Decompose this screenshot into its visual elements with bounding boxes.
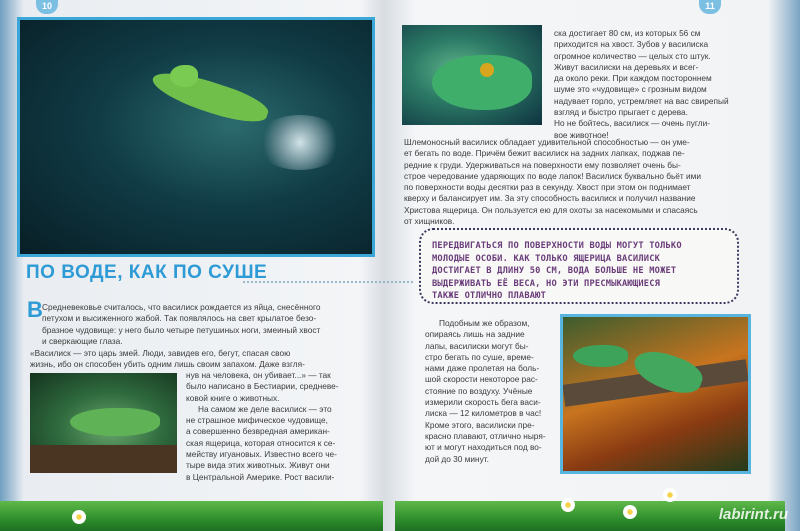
left-grass-border xyxy=(0,501,383,531)
text-line: в Центральной Америке. Рост васили- xyxy=(186,471,335,482)
text-line: шуме это «чудовище» с грозным видом xyxy=(554,84,707,95)
text-line: МОЛОДЫЕ ОСОБИ. КАК ТОЛЬКО ЯЩЕРИЦА ВАСИЛИСК xyxy=(432,253,661,264)
text-line: мейству игуановых. Известно всего че- xyxy=(186,449,337,460)
text-line: «Василиск — это царь змей. Люди, завидев его, бегут, спасая свою xyxy=(30,348,291,358)
two-basilisks-photo xyxy=(560,314,751,474)
text-line: взгляд и быстро прыгает с дерева. xyxy=(554,107,688,118)
text-line: измерили скорость бега васи- xyxy=(425,397,541,408)
text-line: вое животное! xyxy=(554,129,609,140)
basilisk-running-on-water-photo xyxy=(17,17,375,257)
text-line: стро бегать по суше, време- xyxy=(425,351,534,362)
right-middle-text xyxy=(404,137,736,227)
watermark: labirint.ru xyxy=(718,506,788,523)
text-line: На самом же деле василиск — это xyxy=(198,403,332,414)
text-line: красно плавают, отлично ныря- xyxy=(425,430,546,441)
right-top-text xyxy=(554,28,734,141)
text-line: кверху и балансирует им. За эту способность василиск и получил название xyxy=(404,193,696,204)
text-line: стояние по воздуху. Учёные xyxy=(425,385,533,396)
text-line: нув на человека, он убивает...» — так xyxy=(186,370,331,380)
text-line: ПЕРЕДВИГАТЬСЯ ПО ПОВЕРХНОСТИ ВОДЫ МОГУТ ТОЛЬКО xyxy=(432,241,682,251)
flower-icon xyxy=(623,505,637,519)
text-line: лиска — 12 километров в час! xyxy=(425,408,542,419)
heading-divider xyxy=(243,281,413,283)
text-line: Христова ящерица. Он пользуется ею для охоты за насекомыми и спасаясь xyxy=(404,204,698,215)
text-line: Живут василиски на деревьях и всег- xyxy=(554,61,699,72)
text-line: ковой книге о животных. xyxy=(186,392,280,403)
text-line: тыре вида этих животных. Живут они xyxy=(186,460,330,471)
text-line: не страшное мифическое чудовище, xyxy=(186,415,328,426)
text-line: редние к груди. Удерживаться на поверхности ему позволяет очень бы- xyxy=(404,159,681,170)
text-line: ет бегать по воде. Причём бежит василиск на задних лапках, поджав пе- xyxy=(404,148,685,159)
text-line: Шлемоносный василиск обладает удивительной способностью — он уме- xyxy=(404,137,690,147)
left-wrap-text xyxy=(186,370,368,483)
basilisk-on-branch-photo xyxy=(30,373,177,473)
text-line: а совершенно безвредная американ- xyxy=(186,426,330,437)
text-line: от хищников. xyxy=(404,216,455,227)
text-line: ТАКЖЕ ОТЛИЧНО ПЛАВАЮТ xyxy=(432,291,547,302)
text-line: Кроме этого, василиски пре- xyxy=(425,419,535,430)
basilisk-head-photo xyxy=(402,25,542,125)
text-line: нами даже пролетая на боль- xyxy=(425,363,540,374)
text-line: лапы, василиски могут бы- xyxy=(425,340,529,351)
left-page-number: 10 xyxy=(36,0,58,14)
text-line: по поверхности воды десятки раз в секунду. Хвост при этом он поднимает xyxy=(404,182,691,193)
left-quote-text xyxy=(30,348,367,371)
text-line: приходится на хвост. Зубов у василиска xyxy=(554,39,709,50)
text-line: надувает горло, устремляет на вас свирепый xyxy=(554,95,729,106)
text-line: петухом и высиженного жабой. Так появлялось на свет крылатое безо- xyxy=(42,313,317,324)
text-line: бразное чудовище: у него было четыре петушиных ноги, змеиный хвост xyxy=(42,324,321,335)
text-line: ска достигает 80 см, из которых 56 см xyxy=(554,28,701,38)
flower-icon xyxy=(72,510,86,524)
fact-callout-text xyxy=(432,240,732,303)
text-line: было написано в Бестиарии, средневе- xyxy=(186,381,339,392)
drop-cap: В xyxy=(27,297,43,322)
text-line: ВЫДЕРЖИВАТЬ ЕЁ ВЕСА, НО ЭТИ ПРЕСМЫКАЮЩИЕСЯ xyxy=(432,278,661,289)
section-heading: ПО ВОДЕ, КАК ПО СУШЕ xyxy=(26,262,268,283)
text-line: ДОСТИГАЕТ В ДЛИНУ 50 СМ, ВОДА БОЛЬШЕ НЕ МОЖЕТ xyxy=(432,266,677,277)
flower-icon xyxy=(663,488,677,502)
text-line: жизнь, ибо он способен убить одним лишь своим запахом. Даже взгля- xyxy=(30,359,305,370)
flower-icon xyxy=(561,498,575,512)
left-intro-text xyxy=(42,302,367,347)
text-line: дой до 30 минут. xyxy=(425,453,489,464)
text-line: Подобным же образом, xyxy=(439,318,530,328)
text-line: огромное количество — целых сто штук. xyxy=(554,50,711,61)
text-line: опираясь лишь на задние xyxy=(425,329,525,340)
text-line: строе чередование ударяющих по воде лапок! Василиск буквально бьёт ими xyxy=(404,170,702,181)
text-line: Но не бойтесь, василиск — очень пугли- xyxy=(554,118,710,129)
text-line: ская ящерица, которая относится к се- xyxy=(186,437,336,448)
text-line: и сверкающие глаза. xyxy=(42,335,123,346)
text-line: ют и могут находиться под во- xyxy=(425,442,542,453)
text-line: Средневековье считалось, что василиск рождается из яйца, снесённого xyxy=(42,302,321,312)
text-line: да около реки. При каждом постороннем xyxy=(554,73,712,84)
right-page-number: 11 xyxy=(699,0,721,14)
right-bottom-text xyxy=(425,318,553,465)
text-line: шой скорости некоторое рас- xyxy=(425,374,538,385)
